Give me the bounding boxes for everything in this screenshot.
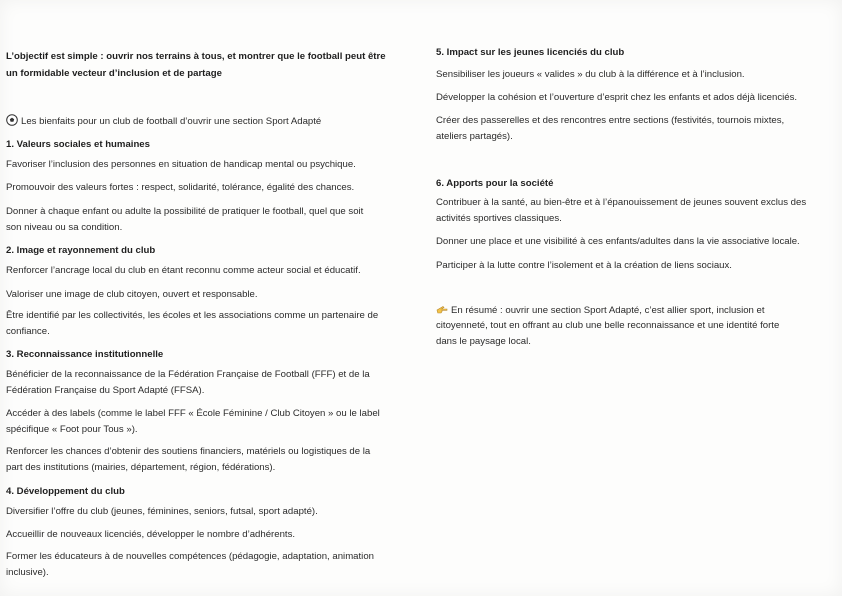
h6-paragraph-1a: Contribuer à la santé, au bien-être et à l’épanouissement de jeunes souvent exclus des	[436, 197, 807, 208]
h3-paragraph-2a: Accéder à des labels (comme le label FFF « École Féminine / Club Citoyen » ou le label	[6, 408, 380, 419]
h2-paragraph-3b: confiance.	[6, 326, 50, 337]
h2-paragraph-1: Renforcer l’ancrage local du club en étant reconnu comme acteur social et éducatif.	[6, 265, 361, 276]
soccer-ball-icon	[6, 114, 18, 126]
heading-1: 1. Valeurs sociales et humaines	[6, 139, 150, 150]
h5-paragraph-3b: ateliers partagés).	[436, 131, 513, 142]
heading-4: 4. Développement du club	[6, 486, 125, 497]
h6-paragraph-1b: activités sportives classiques.	[436, 213, 562, 224]
h1-paragraph-2: Promouvoir des valeurs fortes : respect, solidarité, tolérance, égalité des chances.	[6, 182, 355, 193]
summary-line-2: citoyenneté, tout en offrant au club une belle reconnaissance et une identité forte	[436, 320, 780, 331]
h5-paragraph-2: Développer la cohésion et l’ouverture d’esprit chez les enfants et ados déjà licenciés.	[436, 92, 798, 103]
pointing-hand-icon	[436, 303, 448, 315]
h3-paragraph-2b: spécifique « Foot pour Tous »).	[6, 424, 138, 435]
summary-line-3: dans le paysage local.	[436, 336, 531, 347]
h4-paragraph-3a: Former les éducateurs à de nouvelles compétences (pédagogie, adaptation, animation	[6, 551, 374, 562]
h6-paragraph-3: Participer à la lutte contre l’isolement et à la création de liens sociaux.	[436, 260, 732, 271]
h3-paragraph-1b: Fédération Française du Sport Adapté (FFSA).	[6, 385, 205, 396]
heading-2: 2. Image et rayonnement du club	[6, 245, 156, 256]
heading-5: 5. Impact sur les jeunes licenciés du club	[436, 47, 625, 58]
h6-paragraph-2: Donner une place et une visibilité à ces enfants/adultes dans la vie associative locale.	[436, 236, 800, 247]
h3-paragraph-3a: Renforcer les chances d’obtenir des soutiens financiers, matériels ou logistiques de la	[6, 446, 371, 457]
h4-paragraph-2: Accueillir de nouveaux licenciés, développer le nombre d’adhérents.	[6, 529, 296, 540]
heading-3: 3. Reconnaissance institutionnelle	[6, 349, 164, 360]
h5-paragraph-1: Sensibiliser les joueurs « valides » du club à la différence et à l’inclusion.	[436, 69, 745, 80]
h3-paragraph-1a: Bénéficier de la reconnaissance de la Fédération Française de Football (FFF) et de la	[6, 369, 370, 380]
h1-paragraph-3a: Donner à chaque enfant ou adulte la possibilité de pratiquer le football, quel que soit	[6, 206, 364, 217]
h2-paragraph-2: Valoriser une image de club citoyen, ouvert et responsable.	[6, 289, 258, 300]
section-title-text: Les bienfaits pour un club de football d’ouvrir une section Sport Adapté	[21, 116, 322, 127]
summary-text-1: En résumé : ouvrir une section Sport Adapté, c’est allier sport, inclusion et	[451, 305, 765, 316]
h1-paragraph-3b: son niveau ou sa condition.	[6, 222, 123, 233]
summary-line-1	[436, 303, 765, 318]
h2-paragraph-3a: Être identifié par les collectivités, les écoles et les associations comme un partenaire de	[6, 310, 379, 321]
h1-paragraph-1: Favoriser l’inclusion des personnes en situation de handicap mental ou psychique.	[6, 159, 356, 170]
h4-paragraph-1: Diversifier l’offre du club (jeunes, féminines, seniors, futsal, sport adapté).	[6, 506, 318, 517]
h5-paragraph-3a: Créer des passerelles et des rencontres entre sections (festivités, tournois mixtes,	[436, 115, 785, 126]
intro-line-1: L’objectif est simple : ouvrir nos terrains à tous, et montrer que le football peut être	[6, 51, 386, 62]
h4-paragraph-3b: inclusive).	[6, 567, 49, 578]
h3-paragraph-3b: part des institutions (mairies, département, région, fédérations).	[6, 462, 276, 473]
section-title	[6, 114, 321, 129]
intro-line-2: un formidable vecteur d’inclusion et de partage	[6, 68, 222, 79]
heading-6: 6. Apports pour la société	[436, 178, 554, 189]
